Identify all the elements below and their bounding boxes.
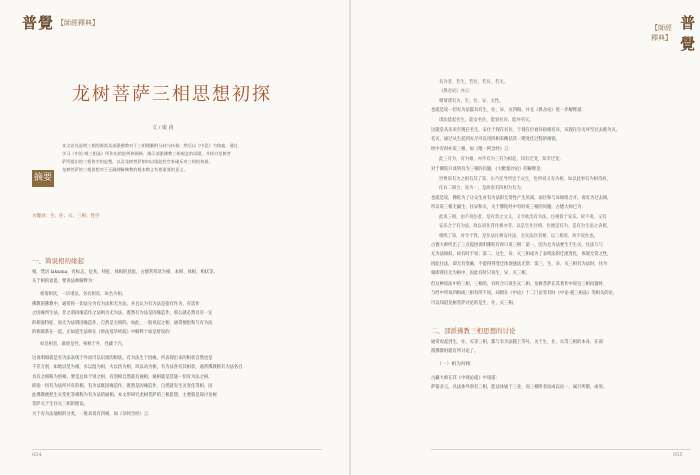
text-line: 也就是说，佛陀为了让众生对有为法的无常性产生厌离，而住和与异相组合开，说有为过去相， xyxy=(431,196,612,201)
body-paragraph xyxy=(32,300,322,337)
text-line: 无为法相似，故有时不说；第二，这生、异、灭三相成为了表明法的迁流变化，体现无常之性， xyxy=(431,252,612,258)
section-label: 【師經釋典】 xyxy=(651,24,672,42)
text-line: 千差万别，如地以坚为相，水以湿为相，火以热为相，风以动为相，有为法各有其相状，通常佛教称有为法各自 xyxy=(32,365,243,371)
text-line: 佛教的佛教中，通常将一切法分为有为法和无为法，并且认为有为法是指有作为、有造作 xyxy=(32,302,200,307)
footer-rule xyxy=(32,449,322,450)
body-paragraph xyxy=(431,338,691,357)
text-line: 即指一切有为法所共有的相。有为法既因缘造作，既然是因缘造作，自然就有生灭变化等相，因 xyxy=(32,383,213,389)
abstract-text xyxy=(62,142,320,174)
text-line: 之因缘所生法，非之谓因缘造作之法则为无为法。既然有为法是因缘造作，那么就必然具有一定 xyxy=(32,311,213,317)
quote xyxy=(439,213,689,241)
abstract-line: 本文首先说明三相的源流及部派佛教对于三相理解的分歧与执着。然后以《中论》为线索，通过 xyxy=(62,143,238,148)
text-line: 具有之相称为别相，要是总体个别之相，有别相自然就有通相，通相就是贯通一切有为法之相， xyxy=(32,374,213,380)
abstract-line: 龙树菩萨的三相思想对于正确理解佛教的根本教义有着重要的意义。 xyxy=(62,167,188,172)
text-line: 古德大师所出了三点提因说明佛陀有时只说三相：第一，因为无为法要生不生灭，住法与与 xyxy=(431,243,603,248)
text-line: 的相貌特征，而无为法谓因缘造作，自然是无相的。如此，一般说起之相，通常便指和与有为法 xyxy=(32,320,213,326)
abstract-line: 学习《中论·观三相品》所作出的批判和阐释，揭示部派佛教三相观念的局限，并探讨龙树菩 xyxy=(62,151,231,156)
body-paragraph xyxy=(431,241,691,278)
text-line: 菩萨关于生住灭三相的理论。 xyxy=(32,402,88,408)
quote: 如是相者，做使是性，相相于外，性藏于内。 xyxy=(40,342,126,347)
section-heading-2: 二、部派佛教三相思想的讨论 xyxy=(431,327,516,335)
journal-logo: 普覺 xyxy=(680,14,697,53)
body-paragraph: 也就是说一切有为法都具有生、住、异、灭四相。并且《俱舍论》进一步解释道： xyxy=(431,108,586,113)
abstract-label: 摘要 xyxy=(32,170,54,187)
page-header xyxy=(22,12,99,33)
journal-logo: 普覺 xyxy=(22,14,55,32)
text-line: 与经中所说四相或三相有所不同，却摄在《中论》十二门论等有时《中论·观三相品》等相关的论， xyxy=(431,291,618,297)
text-line: 通常说起到生、住、灭等三相，都与有为法随上等号，关于生、住、灭等三相的本身，在部 xyxy=(431,340,603,345)
page-header xyxy=(651,12,700,54)
text-line: 这说明相就是有为法表现于外而可以识别的相状。有为法生于因缘，所表现出来的相状自然也是 xyxy=(32,356,213,361)
body-paragraph xyxy=(431,280,691,308)
text-line: 古藏大师在其《中观论疏》中谈道： xyxy=(431,376,500,381)
text-line: 的相联系在一起。正如道生法师在《妙法莲华经疏》中解释十如是时说的： xyxy=(32,329,174,335)
text-line: 关于有为法通相的分类，一般来说有四相，如《杂阿含经》云： xyxy=(32,411,153,417)
body-paragraph xyxy=(431,194,691,213)
body-paragraph: 经中有时亦说三相，如《增一阿含经》云： xyxy=(431,147,513,152)
text-line: 所以说三相无漏生、住异和灭，关于佛陀经中有时说三相的问题，古德大师已为： xyxy=(431,205,586,211)
article-author: 文 / 康 涛 xyxy=(152,125,174,131)
text-line: 《俱舍论》亦云： xyxy=(439,89,474,95)
body-paragraph xyxy=(32,268,322,287)
text-line: 关于相的意思，要说法师解释为： xyxy=(32,279,97,285)
keywords: 关键词：生；住；灭；三相；性空 xyxy=(32,214,100,219)
text-line: 派佛教时就有所讨论了。 xyxy=(431,349,479,355)
text-line: 但这种说法中的三相，三相的，有时合只说生灭二相。龙树菩萨在其著作中说这三相问题时， xyxy=(431,282,608,287)
quote: 相谓相状，一切诸法，各有相状，故名为相。 xyxy=(40,292,126,297)
text-line: 相，梵语 lakṣaṇa，有标志、征兆、特征、体相的意思，古德常常译为相、本相、体相、相状等。 xyxy=(32,270,218,275)
text-line: 此佛教便把生灭变化等相称为有为法的通相。本文所研究龙树菩萨的三相思想，主要就是探讨龙树 xyxy=(32,393,217,399)
body-paragraph: 对于佛陀只谈到有为三相的问题，《大毗婆沙论》的解释是： xyxy=(431,167,545,172)
text-line: 萨婆多云，具法体外别有三相，能法体通于三业，而三相附者而成以论一，属行所摄，或男。 xyxy=(431,385,608,391)
text-line: 相即我住无为相中，因此有时只说生、异、灭三相。 xyxy=(431,270,530,276)
text-line: 住异二相合，说为一，是故说有四相为有为。 xyxy=(439,186,525,192)
text-line: 有为者，若生、若住、若异、若灭。 xyxy=(439,80,508,85)
text-line: 此说三相，由不说住者，是有余之文义，又令欲出有为法，住相似于安乐，故不说。又有 xyxy=(439,215,607,220)
text-line: 名灭，通过从生起到灭尽可以用四相来概括其一期变化过程的相貌。 xyxy=(431,137,560,143)
section-heading-1: 一、简说相的缘起 xyxy=(32,257,84,265)
abstract-box xyxy=(32,142,322,200)
text-line: 这就是从未来至现在名生，安住于现在名住，于现在位衰异损相名异，从现在位灭坏至过去称为灭。 xyxy=(431,128,621,133)
section-label: 【師經釋典】 xyxy=(57,18,100,27)
sub-heading: （一）相为何相 xyxy=(437,362,471,367)
quote: 诸法能起名生，能安名住，能衰名异，能坏名灭。 xyxy=(439,118,534,123)
quote xyxy=(439,175,689,194)
text-line: 安乐合于有为法，故以说住者住相亦非，以是生住住相，住便是有为，是有为生法之表相， xyxy=(439,224,611,230)
quote xyxy=(439,78,679,106)
footer-rule xyxy=(431,449,691,450)
article-title: 龙树菩萨三相思想初探 xyxy=(72,84,272,105)
abstract-line: 萨所提出的三相皆空的思想，以及龙树菩萨如何以缘起性空来破斥对三相的执着。 xyxy=(62,159,213,164)
page-number: 055 xyxy=(673,452,683,458)
quote: 此三有为，有为相，亦作有为三有为相起，知有迁变，知非迁变。 xyxy=(439,157,564,162)
body-paragraph xyxy=(431,374,691,393)
body-paragraph xyxy=(431,126,691,145)
left-page xyxy=(0,0,349,475)
text-line: 相续了知，对令于我，是住法住相安住法，无实法住者相，以三相说，故不说住也。 xyxy=(439,233,598,239)
body-paragraph xyxy=(32,354,322,419)
page-number: 054 xyxy=(32,452,42,458)
text-line: 相谓诸有为，生、住、异、灭性。 xyxy=(439,98,504,104)
text-line: 可以知道龙树菩萨讨论的是生、住、灭三相。 xyxy=(431,300,517,306)
right-page xyxy=(351,0,700,475)
text-line: 世尊说有为之相有其了知，尔乃化导所宜于众生，色所说又有为相，如以此事有为相待故， xyxy=(439,177,611,182)
text-line: 因此住法，即无有变确，不能得到变迁体现速法无常；第三，生、异、灭三相有为法时，住为 xyxy=(431,261,608,267)
